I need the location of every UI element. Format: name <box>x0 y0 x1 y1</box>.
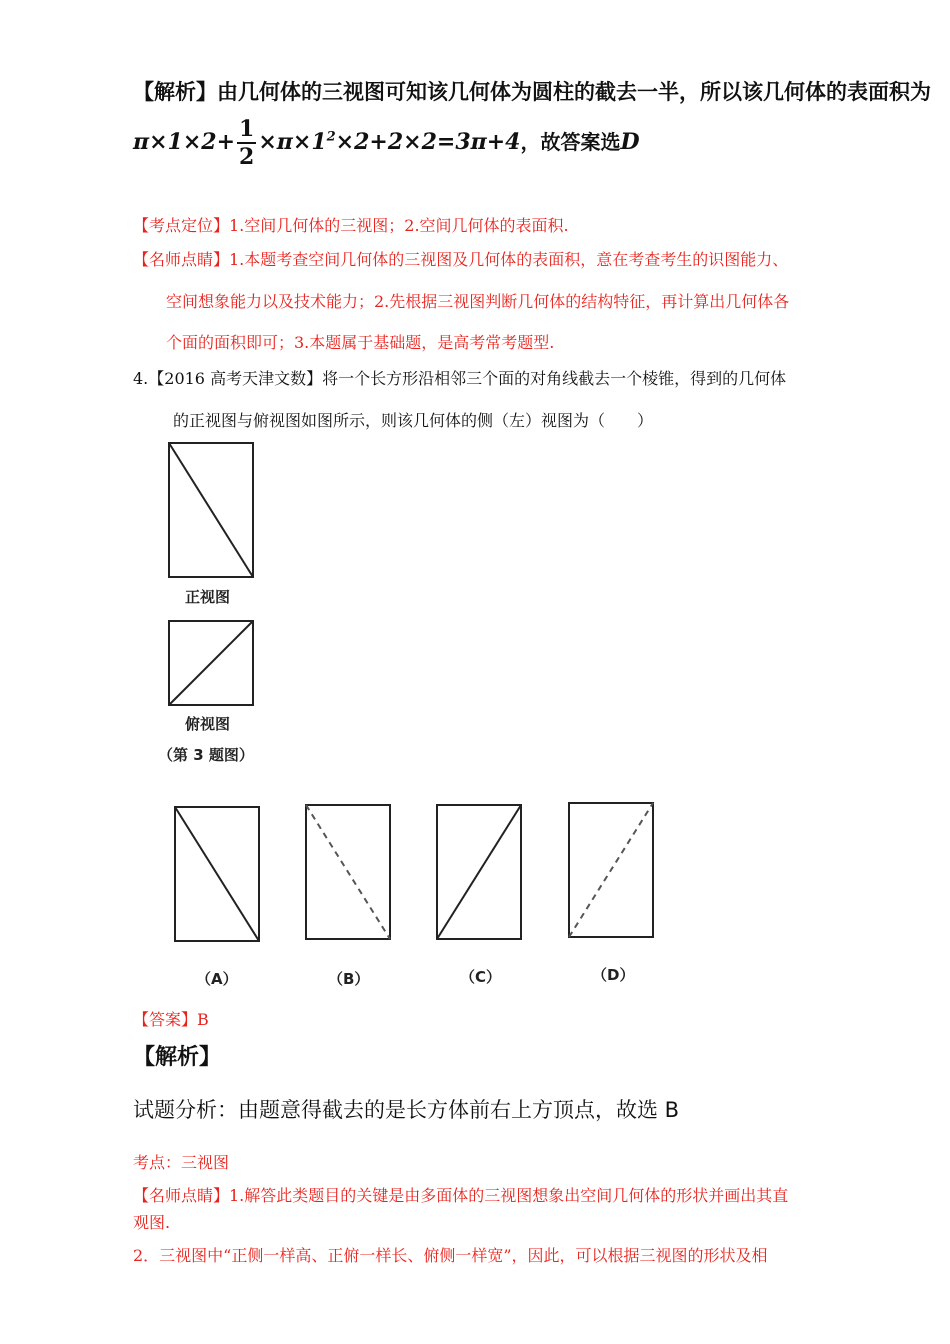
analysis-line-1: 【解析】由几何体的三视图可知该几何体为圆柱的截去一半，所以该几何体的表面积为 <box>133 80 931 104</box>
mingshi-1-line-1: 【名师点睛】1.本题考查空间几何体的三视图及几何体的表面积，意在考查考生的识图能力、 <box>133 250 789 269</box>
option-c-label: （C） <box>460 968 502 986</box>
fraction-denominator: 2 <box>239 144 255 170</box>
option-d-label: （D） <box>592 966 635 984</box>
front-view-diagonal <box>169 443 253 577</box>
option-b-dashed-diagonal <box>306 805 390 939</box>
option-c-diagram <box>436 804 522 940</box>
mingshi-2-line-1: 【名师点睛】1.解答此类题目的关键是由多面体的三视图想象出空间几何体的形状并画出其直 <box>133 1186 789 1205</box>
option-a-diagram <box>174 806 260 942</box>
fraction-numerator: 1 <box>239 116 255 142</box>
option-d-dashed-diagonal <box>569 803 653 937</box>
front-view-label: 正视图 <box>185 588 231 606</box>
analysis-2-body: 试题分析：由题意得截去的是长方体前右上方顶点，故选 B <box>133 1098 680 1122</box>
top-view-diagonal <box>169 621 253 705</box>
surface-area-formula <box>133 118 640 168</box>
question-4-line-1: 4.【2016 高考天津文数】将一个长方形沿相邻三个面的对角线截去一个棱锥，得到的几何体 <box>133 369 787 388</box>
option-d-diagram <box>568 802 654 938</box>
front-view-diagram <box>168 442 254 578</box>
formula-part-c: ×2+2×2=3π+4 <box>335 129 521 155</box>
top-view-diagram <box>168 620 254 706</box>
mingshi-2-line-3: 2．三视图中“正侧一样高、正俯一样长、俯侧一样宽”，因此，可以根据三视图的形状及相 <box>133 1246 768 1265</box>
question-4-line-2: 的正视图与俯视图如图所示，则该几何体的侧（左）视图为（ ） <box>173 411 654 430</box>
option-b-label: （B） <box>328 970 370 988</box>
option-a-label: （A） <box>196 970 238 988</box>
option-c-diagonal <box>437 805 521 939</box>
formula-part-a: π×1×2+ <box>133 129 236 155</box>
mingshi-1-line-3: 个面的面积即可；3.本题属于基础题，是高考常考题型. <box>166 333 555 352</box>
answer-letter: D <box>620 129 640 155</box>
analysis-2-heading: 【解析】 <box>133 1045 222 1070</box>
option-b-diagram <box>305 804 391 940</box>
option-a-diagonal <box>175 807 259 941</box>
formula-exponent: 2 <box>326 129 336 145</box>
fraction-one-half <box>237 118 256 168</box>
mingshi-2-line-2: 观图. <box>133 1213 171 1232</box>
top-view-label: 俯视图 <box>185 715 231 733</box>
mingshi-1-line-2: 空间想象能力以及技术能力；2.先根据三视图判断几何体的结构特征，再计算出几何体各 <box>166 292 790 311</box>
figure-caption: （第 3 题图） <box>158 746 254 764</box>
formula-part-b: ×π×1 <box>258 129 327 155</box>
kaodian-1: 【考点定位】1.空间几何体的三视图；2.空间几何体的表面积. <box>133 216 569 235</box>
answer: 【答案】B <box>133 1010 209 1029</box>
formula-tail: ，故答案选 <box>520 130 621 154</box>
kaodian-2: 考点：三视图 <box>133 1153 230 1172</box>
